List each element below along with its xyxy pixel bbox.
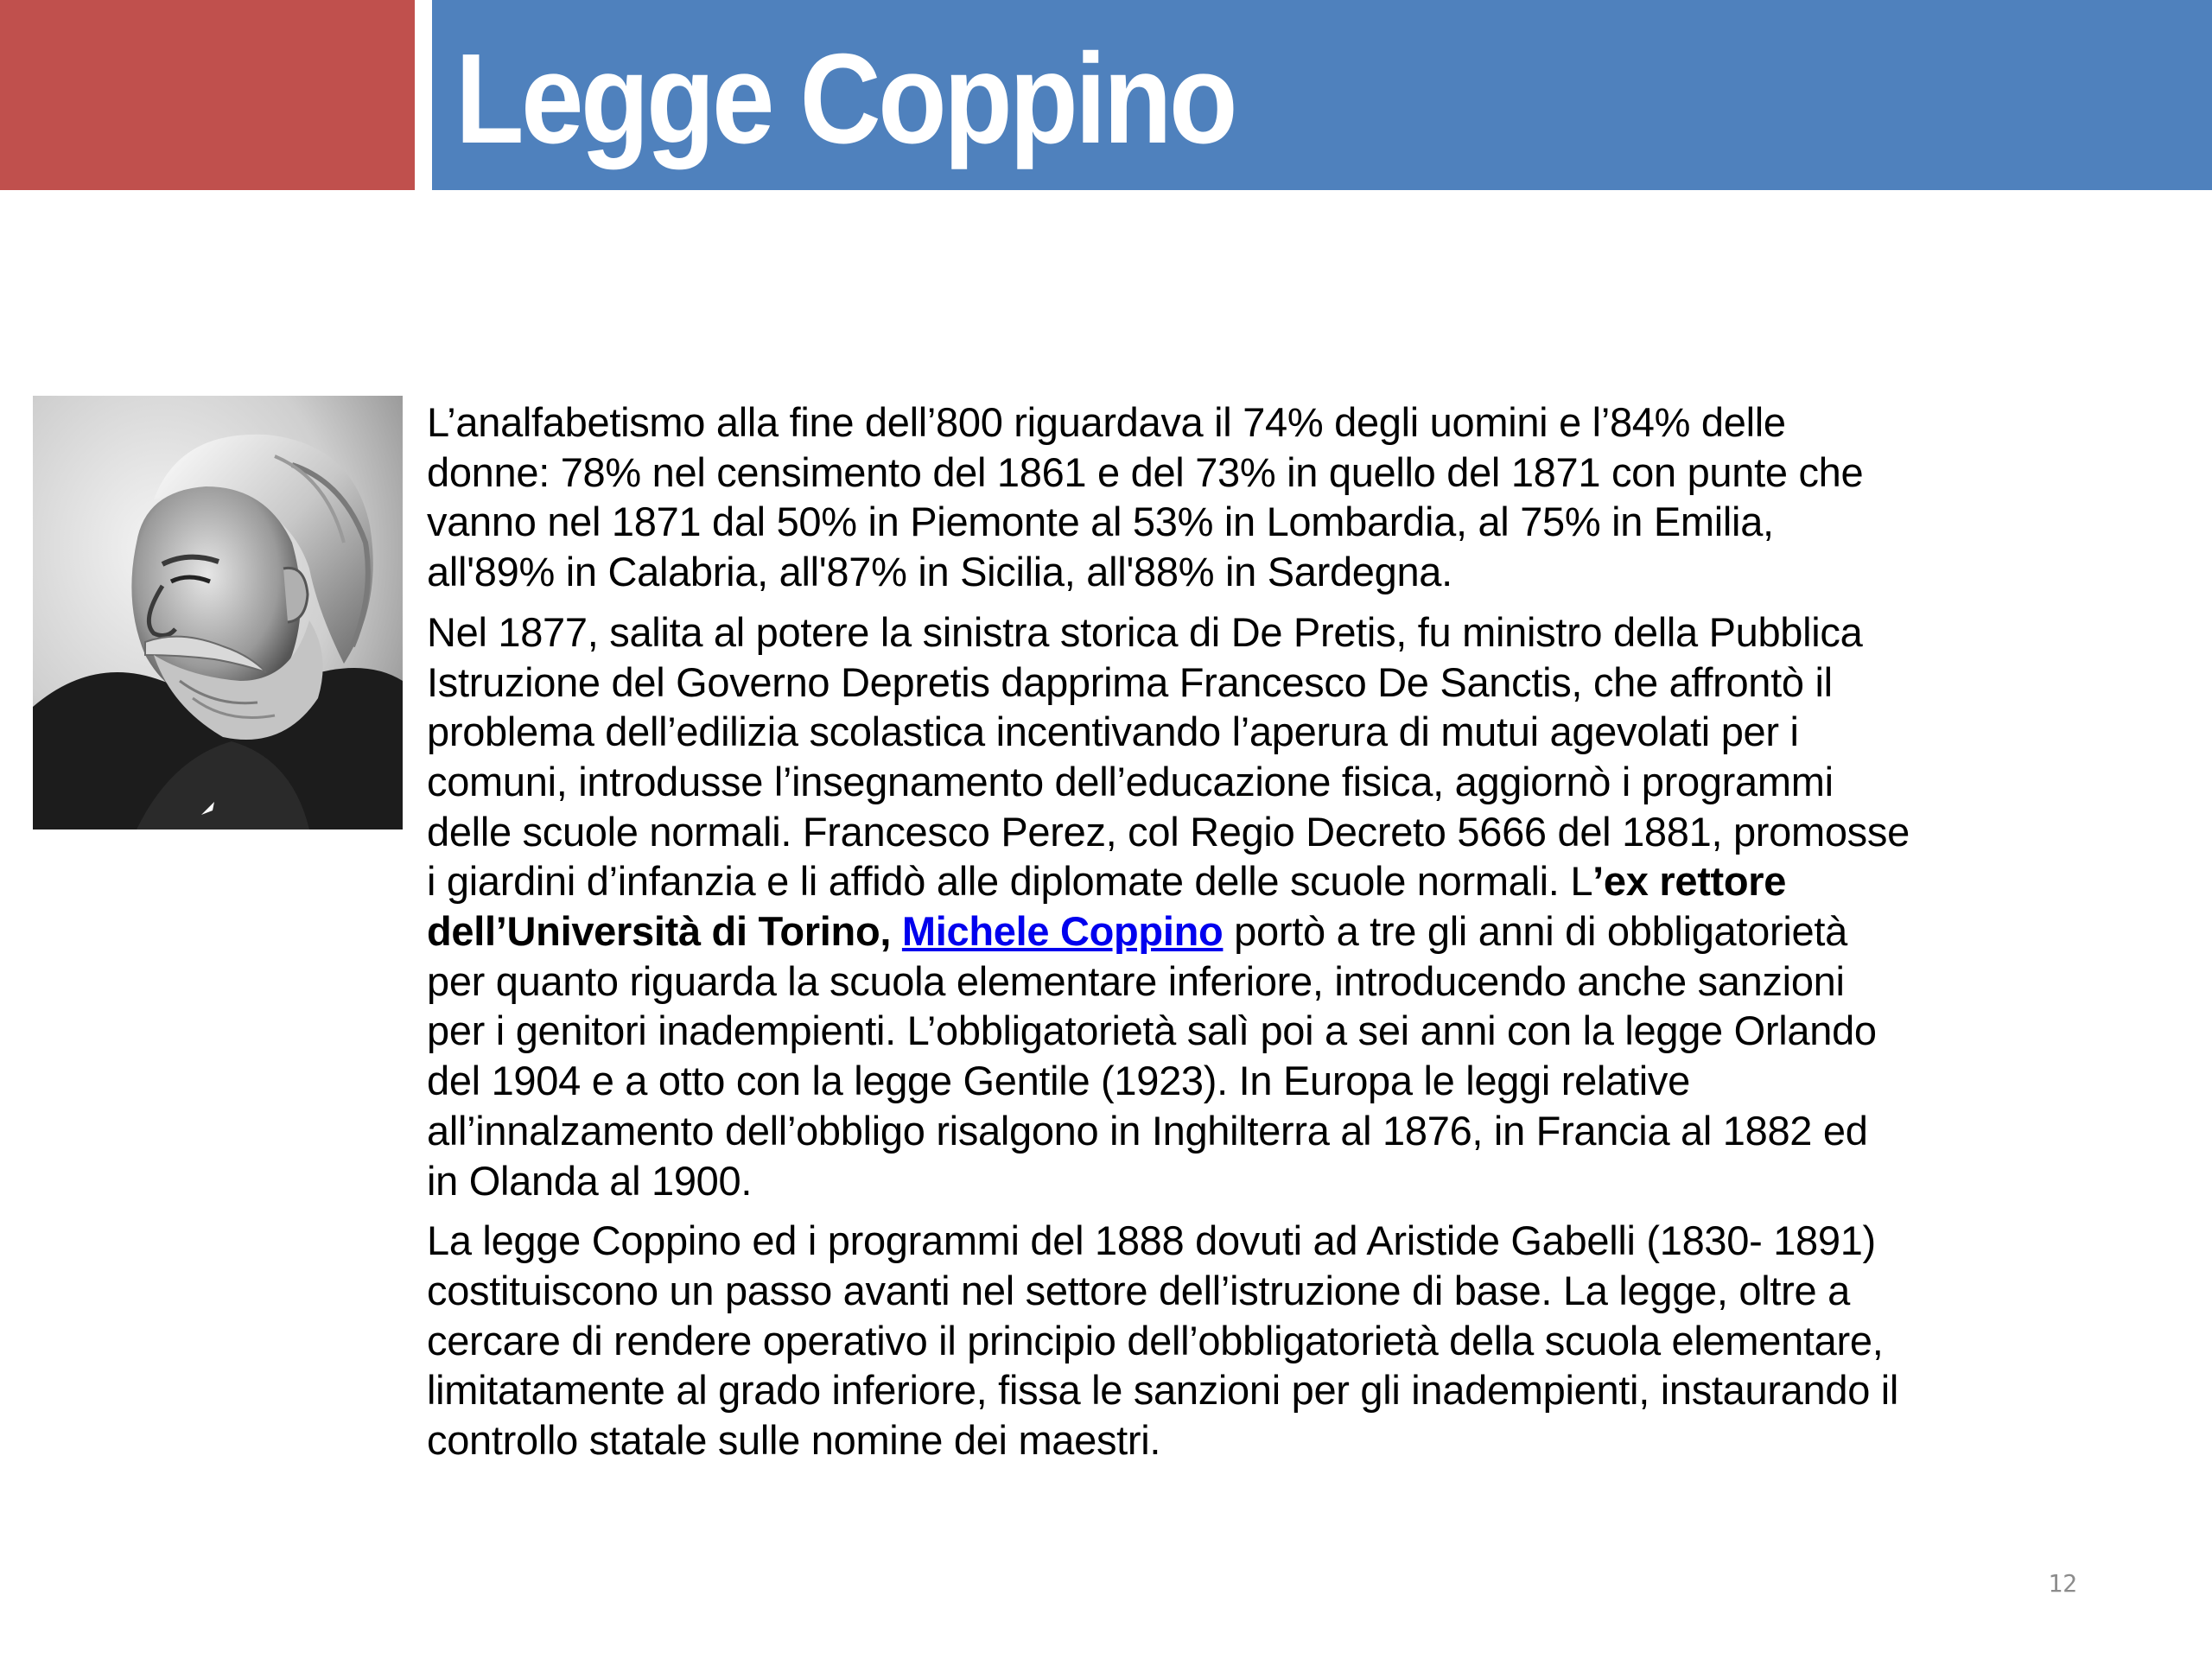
text-line: all'89% in Calabria, all'87% in Sicilia, all'88% in Sardegna. bbox=[427, 549, 1452, 595]
text-line: per i genitori inadempienti. L’obbligatorietà salì poi a sei anni con la legge Orlando bbox=[427, 1007, 1877, 1054]
text-line: La legge Coppino ed i programmi del 1888 dovuti ad Aristide Gabelli (1830- 1891) bbox=[427, 1217, 1876, 1264]
text-line: vanno nel 1871 dal 50% in Piemonte al 53% in Lombardia, al 75% in Emilia, bbox=[427, 499, 1774, 545]
portrait-image bbox=[33, 396, 403, 830]
michele-coppino-link[interactable]: Michele Coppino bbox=[901, 908, 1224, 955]
text-line: L’analfabetismo alla fine dell’800 riguardava il 74% degli uomini e l’84% delle bbox=[427, 399, 1786, 445]
slide-title: Legge Coppino bbox=[455, 28, 1235, 170]
bold-text: dell’Università di Torino, bbox=[427, 908, 892, 955]
text-segment bbox=[891, 908, 902, 954]
text-line bbox=[427, 906, 2155, 957]
body-text bbox=[427, 397, 2155, 1476]
text-line: comuni, introdusse l’insegnamento dell’educazione fisica, aggiornò i programmi bbox=[427, 758, 1834, 804]
text-line: cercare di rendere operativo il principio dell’obbligatorietà della scuola elementare, bbox=[427, 1317, 1884, 1363]
paragraph-literacy bbox=[427, 397, 2155, 597]
text-segment: portò a tre gli anni di obbligatorietà bbox=[1223, 908, 1847, 955]
text-line: delle scuole normali. Francesco Perez, col Regio Decreto 5666 del 1881, promosse bbox=[427, 808, 1910, 855]
text-line: Istruzione del Governo Depretis dapprima Francesco De Sanctis, che affrontò il bbox=[427, 658, 1833, 705]
bold-text: ’ex rettore bbox=[1592, 858, 1787, 905]
text-line: in Olanda al 1900. bbox=[427, 1157, 753, 1204]
text-line: Nel 1877, salita al potere la sinistra storica di De Pretis, fu ministro della Pubblica bbox=[427, 608, 1863, 655]
text-segment: i giardini d’infanzia e li affidò alle diplomate delle scuole normali. L bbox=[427, 858, 1593, 905]
text-line: costituiscono un passo avanti nel settore dell’istruzione di base. La legge, oltre a bbox=[427, 1267, 1850, 1313]
paragraph-coppino-law bbox=[427, 1216, 2155, 1465]
text-line: per quanto riguarda la scuola elementare inferiore, introducendo anche sanzioni bbox=[427, 957, 1845, 1004]
text-line: all’innalzamento dell’obbligo risalgono in Inghilterra al 1876, in Francia al 1882 ed bbox=[427, 1107, 1868, 1154]
text-line bbox=[427, 856, 2155, 906]
page-number: 12 bbox=[2048, 1569, 2077, 1598]
paragraph-ministers bbox=[427, 607, 2155, 1205]
text-line: problema dell’edilizia scolastica incentivando l’aperura di mutui agevolati per i bbox=[427, 709, 1799, 755]
text-line: limitatamente al grado inferiore, fissa le sanzioni per gli inadempienti, instaurando il bbox=[427, 1367, 1899, 1414]
text-line: del 1904 e a otto con la legge Gentile (1923). In Europa le leggi relative bbox=[427, 1058, 1690, 1104]
text-line: donne: 78% nel censimento del 1861 e del 73% in quello del 1871 con punte che bbox=[427, 448, 1864, 495]
text-line: controllo statale sulle nomine dei maestri. bbox=[427, 1417, 1161, 1464]
header-red-block bbox=[0, 0, 415, 190]
